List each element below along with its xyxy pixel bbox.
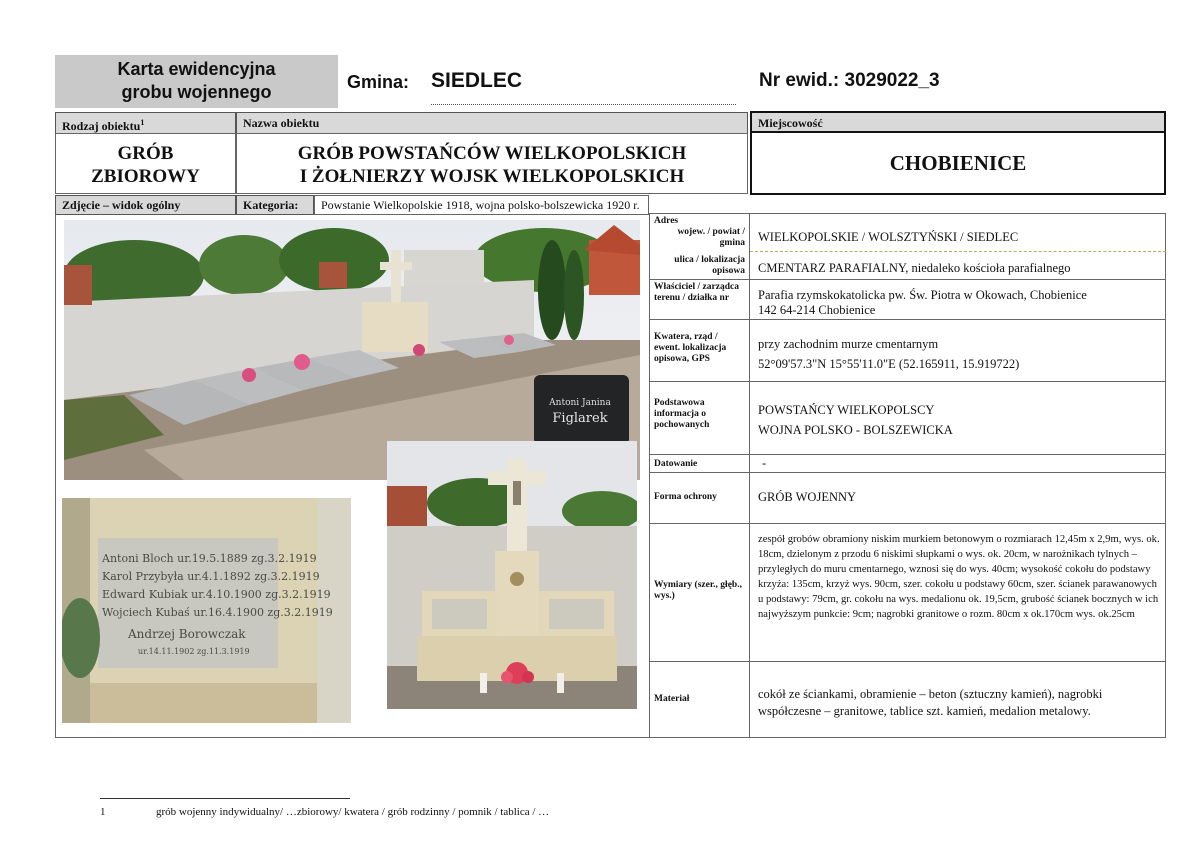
footnote-ref: 1 — [140, 118, 145, 127]
plaque-line-4: Wojciech Kubaś ur.16.4.1900 zg.3.2.1919 — [102, 606, 333, 619]
rodzaj-label: Rodzaj obiektu — [62, 119, 141, 133]
podstawowa-value — [750, 382, 1166, 455]
podstawowa-value-2: WOJNA POLSKO - BOLSZEWICKA — [758, 423, 953, 437]
header-rodzaj — [55, 112, 236, 134]
podstawowa-value-1: POWSTAŃCY WIELKOPOLSCY — [758, 403, 935, 417]
gmina-label: Gmina: — [347, 72, 410, 92]
card-title-line2: grobu wojennego — [121, 82, 272, 102]
kwatera-value-2: 52°09'57.3"N 15°55'11.0"E (52.165911, 15.919722) — [758, 357, 1020, 371]
adres-label-1: Adres — [654, 216, 679, 226]
footnote-number: 1 — [100, 806, 106, 818]
podstawowa-label: Podstawowa informacja o pochowanych — [650, 382, 749, 455]
photo-monument — [387, 441, 637, 709]
photo-plaque — [62, 498, 351, 723]
wymiary-value: zespół grobów obramiony niskim murkiem betonowym o rozmiarach 12,45m x 2,9m, wys. ok. 18cm, dzielonym z przodu 6 niskimi słupkami o wys. ok. 20cm, w narożnikach tylnych – przyległych do muru cmentarnego, wznosi się do wys. 40cm; wysokość cokołu do podstawy krzyża: 135cm, krzyż wys. 90cm, szer. cokołu u podstawy 60cm, szer. ścianek parawanowych u podstawy: 79cm, gr. cokołu na wys. medalionu ok. 19,5cm, grubość ścianek bocznych w ich najwyższym punkcie: 9cm; nagrobki granitowe o rozm. 80cm x ok.170cm wys. ok.25cm — [750, 524, 1166, 662]
material-value: cokół ze ściankami, obramienie – beton (sztuczny kamień), nagrobki współczesne – granitowe, tablice szt. kamień, medalion metalowy. — [758, 687, 1103, 718]
nazwa-line1: GRÓB POWSTAŃCÓW WIELKOPOLSKICH — [297, 143, 687, 164]
gmina-dotted-line — [431, 104, 736, 105]
monument-image — [387, 441, 637, 709]
wlasciciel-value-1: Parafia rzymskokatolicka pw. Św. Piotra w Okowach, Chobienice — [758, 288, 1087, 302]
registry-number: Nr ewid.: 3029022_3 — [759, 70, 940, 91]
footnote-text: grób wojenny indywidualny/ …zbiorowy/ kwatera / grób rodzinny / pomnik / tablica / … — [156, 806, 550, 818]
adres-label-2: wojew. / powiat / gmina — [677, 227, 745, 248]
rodzaj-line1: GRÓB — [117, 143, 174, 164]
datowanie-value: - — [750, 455, 1166, 473]
plaque-line-2: Karol Przybyła ur.4.1.1892 zg.3.2.1919 — [102, 570, 320, 583]
rodzaj-line2: ZBIOROWY — [91, 166, 200, 187]
miejscowosc-value: CHOBIENICE — [750, 131, 1166, 195]
plaque-line-5: Andrzej Borowczak — [128, 627, 246, 641]
kategoria-value: Powstanie Wielkopolskie 1918, wojna polsko-bolszewicka 1920 r. — [314, 195, 649, 215]
gravestone-text-1: Antoni Janina — [549, 398, 611, 408]
header-miejscowosc: Miejscowość — [750, 111, 1166, 133]
ulica-value: CMENTARZ PARAFIALNY, niedaleko kościoła parafialnego — [750, 253, 1166, 280]
plaque-line-6: ur.14.11.1902 zg.11.3.1919 — [138, 647, 250, 656]
kwatera-label: Kwatera, rząd / ewent. lokalizacja opisowa, GPS — [650, 320, 749, 382]
footnote-separator — [100, 798, 350, 799]
gravestone-text-2: Figlarek — [552, 411, 608, 426]
header-nazwa: Nazwa obiektu — [236, 112, 748, 134]
wymiary-label: Wymiary (szer., głęb., wys.) — [650, 524, 749, 662]
adres-label — [650, 214, 749, 252]
zdjecie-label: Zdjęcie – widok ogólny — [55, 195, 236, 215]
ulica-label: ulica / lokalizacja opisowa — [650, 253, 749, 280]
forma-label: Forma ochrony — [650, 473, 749, 524]
nazwa-line2: I ŻOŁNIERZY WOJSK WIELKOPOLSKICH — [299, 166, 685, 187]
datowanie-label: Datowanie — [650, 455, 749, 473]
card-title — [55, 55, 338, 108]
wlasciciel-label: Właściciel / zarządca terenu / działka nr — [650, 280, 749, 320]
plaque-line-3: Edward Kubiak ur.4.10.1900 zg.3.2.1919 — [102, 588, 331, 601]
wlasciciel-value — [750, 280, 1166, 320]
kwatera-value — [750, 320, 1166, 382]
card-title-line1: Karta ewidencyjna — [117, 59, 276, 79]
gmina-value: SIEDLEC — [431, 69, 523, 92]
nazwa-value — [236, 133, 748, 194]
material-label: Materiał — [654, 694, 690, 704]
plaque-line-1: Antoni Bloch ur.19.5.1889 zg.3.2.1919 — [102, 552, 317, 565]
forma-value: GRÓB WOJENNY — [750, 473, 1166, 524]
wlasciciel-value-2: 142 64-214 Chobienice — [758, 303, 876, 317]
kategoria-label: Kategoria: — [236, 195, 314, 215]
plaque-image — [62, 498, 351, 723]
rodzaj-value — [55, 133, 236, 194]
footnote — [100, 806, 549, 818]
kwatera-value-1: przy zachodnim murze cmentarnym — [758, 337, 939, 351]
adres-value: WIELKOPOLSKIE / WOLSZTYŃSKI / SIEDLEC — [750, 214, 1166, 252]
